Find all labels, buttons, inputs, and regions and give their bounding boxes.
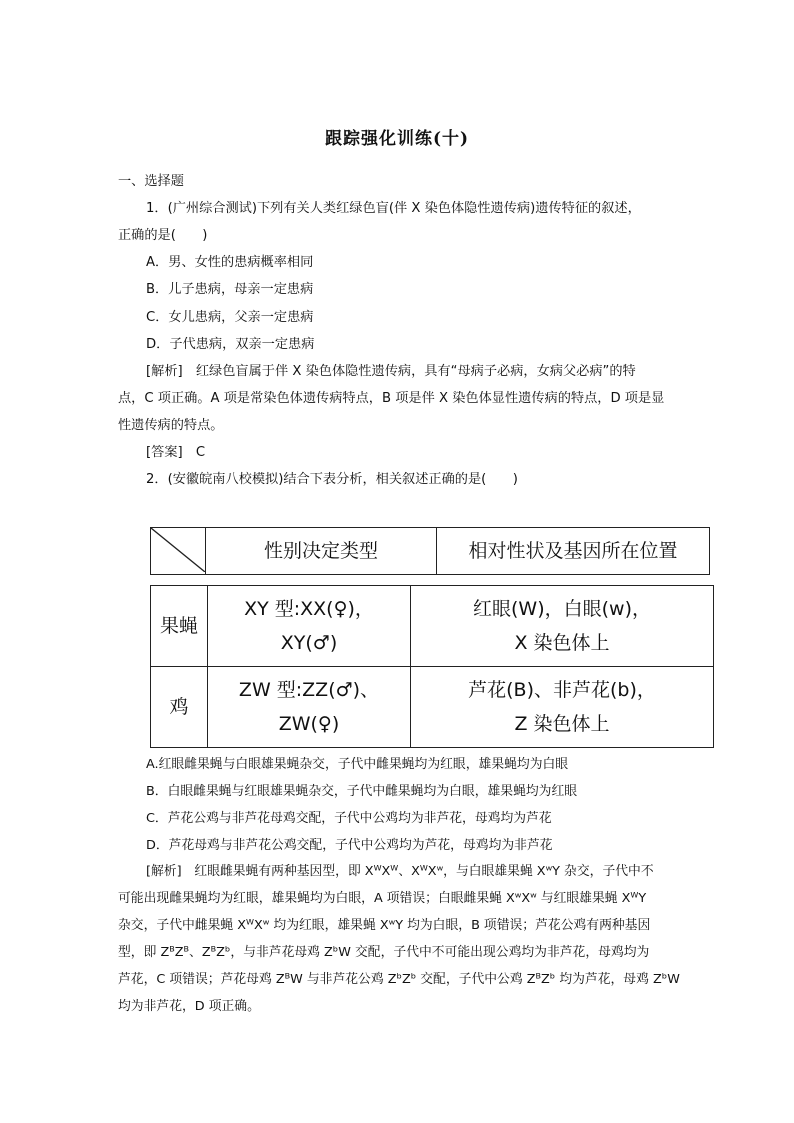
q2-option-b: B．白眼雌果蝇与红眼雄果蝇杂交，子代中雌果蝇均为白眼，雄果蝇均为红眼 [146,784,578,799]
chicken-sex-type: ZW 型:ZZ(♂)、 ZW(♀) [208,667,411,748]
q1-option-a: A．男、女性的患病概率相同 [146,255,314,270]
table-header [150,527,710,575]
header-traits: 相对性状及基因所在位置 [437,528,710,575]
q2-analysis-line3: 杂交，子代中雌果蝇 XᵂXʷ 均为红眼，雄果蝇 XʷY 均为白眼，B 项错误；芦花公鸡有两种基因 [118,918,651,933]
q1-option-d: D．子代患病，双亲一定患病 [146,337,315,352]
diagonal-header-cell [151,528,206,575]
q2-stem: 2．(安徽皖南八校模拟)结合下表分析，相关叙述正确的是( ) [146,472,518,487]
section-heading: 一、选择题 [118,174,184,189]
diagonal-line-icon [151,528,205,572]
q1-analysis-line1: [解析] 红绿色盲属于伴 X 染色体隐性遗传病，具有“母病子必病，女病父必病”的特 [146,364,636,379]
q2-analysis-line6: 均为非芦花，D 项正确。 [118,999,260,1014]
q2-analysis-line4: 型，即 ZᴮZᴮ、ZᴮZᵇ，与非芦花母鸡 ZᵇW 交配，子代中不可能出现公鸡均为非芦花，母鸡均为 [118,945,650,960]
row-organism-fruitfly: 果蝇 [151,586,208,667]
table-row [151,586,714,667]
q1-option-b: B．儿子患病，母亲一定患病 [146,282,314,297]
q2-option-c: C．芦花公鸡与非芦花母鸡交配，子代中公鸡均为非芦花，母鸡均为芦花 [146,811,552,826]
fruitfly-sex-type: XY 型:XX(♀)， XY(♂) [208,586,411,667]
page-title: 跟踪强化训练(十) [324,129,470,149]
q2-analysis-line2: 可能出现雌果蝇均为红眼，雄果蝇均为白眼，A 项错误；白眼雌果蝇 XʷXʷ 与红眼雄果蝇 XᵂY [118,891,647,906]
q1-stem-line2: 正确的是( ) [118,228,208,243]
fruitfly-trait: 红眼(W)，白眼(w)， X 染色体上 [411,586,714,667]
q1-analysis-line3: 性遗传病的特点。 [118,418,224,433]
table-row [151,667,714,748]
q1-option-c: C．女儿患病，父亲一定患病 [146,310,314,325]
row-organism-chicken: 鸡 [151,667,208,748]
q1-answer: [答案] C [146,445,206,460]
q2-analysis-line5: 芦花，C 项错误；芦花母鸡 ZᴮW 与非芦花公鸡 ZᵇZᵇ 交配，子代中公鸡 ZᴮZᵇ 均为芦花，母鸡 ZᵇW [118,972,680,987]
q2-option-a: A.红眼雌果蝇与白眼雄果蝇杂交，子代中雌果蝇均为红眼，雄果蝇均为白眼 [146,757,569,772]
q2-analysis-line1: [解析] 红眼雌果蝇有两种基因型，即 XᵂXᵂ、XᵂXʷ，与白眼雄果蝇 XʷY 杂交，子代中不 [146,864,654,879]
q1-stem-line1: 1．(广州综合测试)下列有关人类红绿色盲(伴 X 染色体隐性遗传病)遗传特征的叙述， [146,201,641,216]
q2-option-d: D．芦花母鸡与非芦花公鸡交配，子代中公鸡均为芦花，母鸡均为非芦花 [146,838,553,853]
header-sex-determination: 性别决定类型 [206,528,437,575]
q1-analysis-line2: 点，C 项正确。A 项是常染色体遗传病特点，B 项是伴 X 染色体显性遗传病的特点，D 项是显 [118,391,665,406]
gene-table [150,585,714,748]
chicken-trait: 芦花(B)、非芦花(b)， Z 染色体上 [411,667,714,748]
